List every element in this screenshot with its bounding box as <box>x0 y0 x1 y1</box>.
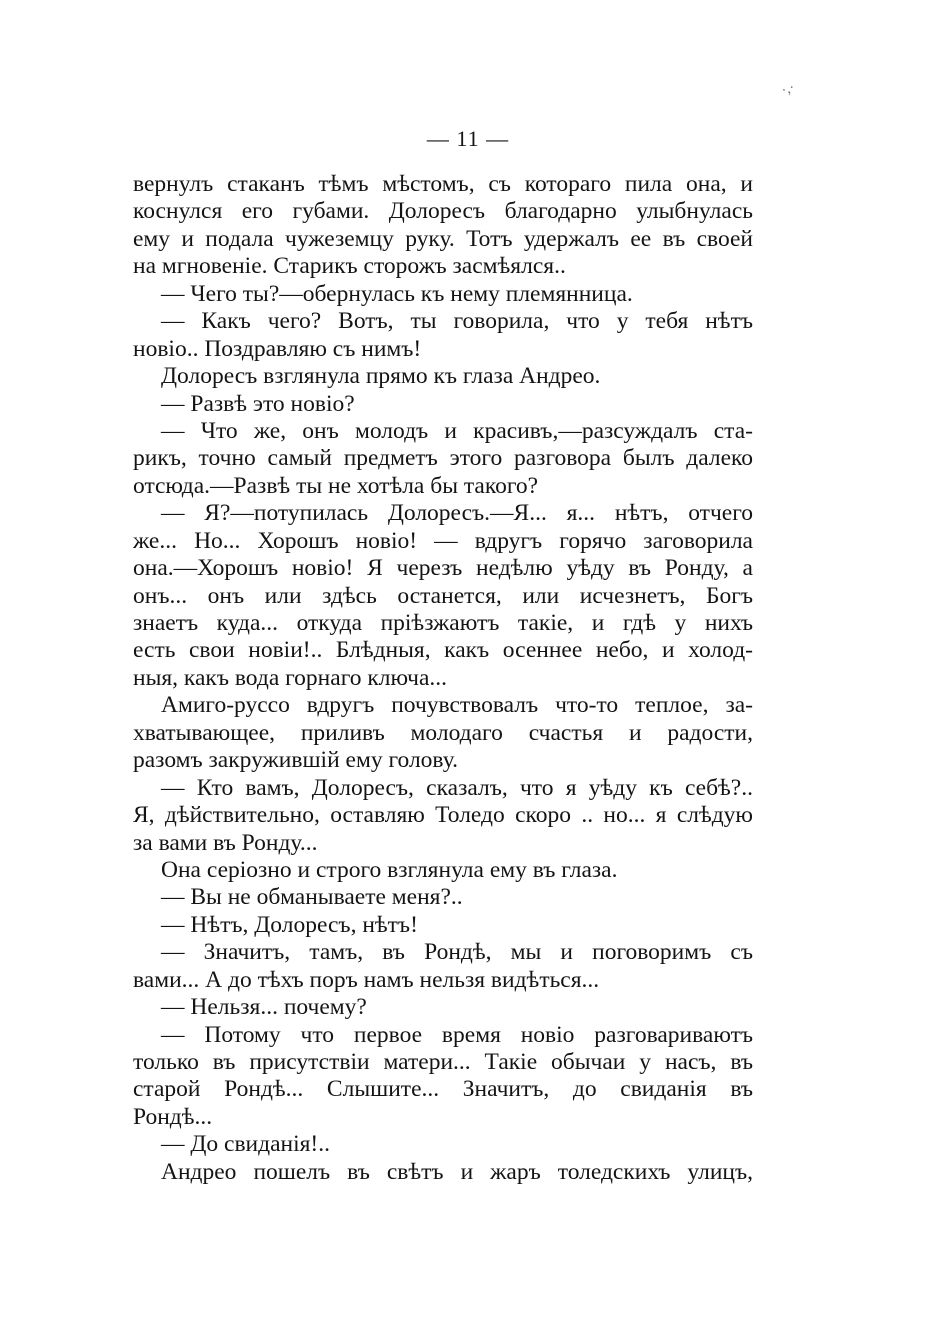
text-line: — Нѣтъ, Долоресъ, нѣтъ! <box>161 911 418 938</box>
text-line: на мгновеніе. Старикъ сторожъ засмѣялся.. <box>133 253 566 280</box>
text-line: Амиго-руссо вдругъ почувствовалъ что-то теплое, за- <box>161 692 753 719</box>
text-line: же... Но... Хорошъ новіо! — вдругъ горячо заговорила <box>133 527 753 554</box>
body-text <box>133 171 753 1186</box>
page-number: — 11 — <box>426 126 510 151</box>
text-line: за вами въ Ронду... <box>133 829 318 856</box>
text-line: — Что же, онъ молодъ и красивъ,—разсуждалъ ста- <box>161 417 753 444</box>
text-line: онъ... онъ или здѣсь останется, или исчезнетъ, Богъ <box>133 582 753 609</box>
text-line: коснулся его губами. Долоресъ благодарно улыбнулась <box>133 198 753 225</box>
text-line: Андрео пошелъ въ свѣтъ и жаръ толедскихъ улицъ, <box>161 1158 753 1185</box>
text-line: отсюда.—Развѣ ты не хотѣла бы такого? <box>133 472 539 499</box>
text-line: — Кто вамъ, Долоресъ, сказалъ, что я уѣду къ себѣ?.. <box>161 774 753 801</box>
text-line: — До свиданія!.. <box>161 1131 331 1158</box>
corner-ink-mark: ·,· <box>779 80 797 99</box>
text-line: Она серіозно и строго взглянула ему въ глаза. <box>161 856 618 883</box>
text-line: старой Рондѣ... Слышите... Значитъ, до свиданія въ <box>133 1076 753 1103</box>
text-line: новіо.. Поздравляю съ нимъ! <box>133 335 422 362</box>
text-line: — Чего ты?—обернулась къ нему племянница. <box>161 280 633 307</box>
text-line: — Нельзя... почему? <box>161 994 367 1021</box>
text-line: знаетъ куда... откуда пріѣзжаютъ такіе, и гдѣ у нихъ <box>133 610 753 636</box>
text-line: есть свои новіи!.. Блѣдныя, какъ осеннее небо, и холод- <box>133 637 753 664</box>
text-line: рикъ, точно самый предметъ этого разговора былъ далеко <box>133 445 753 472</box>
text-line: Я, дѣйствительно, оставляю Толедо скоро .. но... я слѣдую <box>133 802 753 829</box>
text-line: хватывающее, приливъ молодаго счастья и радости, <box>133 719 753 746</box>
text-line: — Вы не обманываете меня?.. <box>161 884 463 911</box>
text-line: вернулъ стаканъ тѣмъ мѣстомъ, съ котораго пила она, и <box>133 171 753 197</box>
text-line: она.—Хорошъ новіо! Я черезъ недѣлю уѣду въ Ронду, а <box>133 555 753 582</box>
text-line: только въ присутствіи матери... Такіе обычаи у насъ, въ <box>133 1049 753 1075</box>
text-line: ныя, какъ вода горнаго ключа... <box>133 664 448 691</box>
text-line: Рондѣ... <box>133 1103 213 1130</box>
text-line: — Я?—потупилась Долоресъ.—Я... я... нѣтъ, отчего <box>161 500 753 527</box>
text-line: — Значитъ, тамъ, въ Рондѣ, мы и поговоримъ съ <box>161 939 753 966</box>
text-line: — Потому что первое время новіо разговариваютъ <box>161 1021 753 1048</box>
text-line: — Какъ чего? Вотъ, ты говорила, что у тебя нѣтъ <box>161 308 753 335</box>
text-line: Долоресъ взглянула прямо къ глаза Андрео. <box>161 363 601 390</box>
text-line: вами... А до тѣхъ поръ намъ нельзя видѣться... <box>133 966 600 993</box>
text-line: — Развѣ это новіо? <box>161 390 355 417</box>
text-line: разомъ закружившій ему голову. <box>133 747 458 774</box>
text-line: ему и подала чужеземцу руку. Тотъ удержалъ ее въ своей <box>133 225 753 252</box>
